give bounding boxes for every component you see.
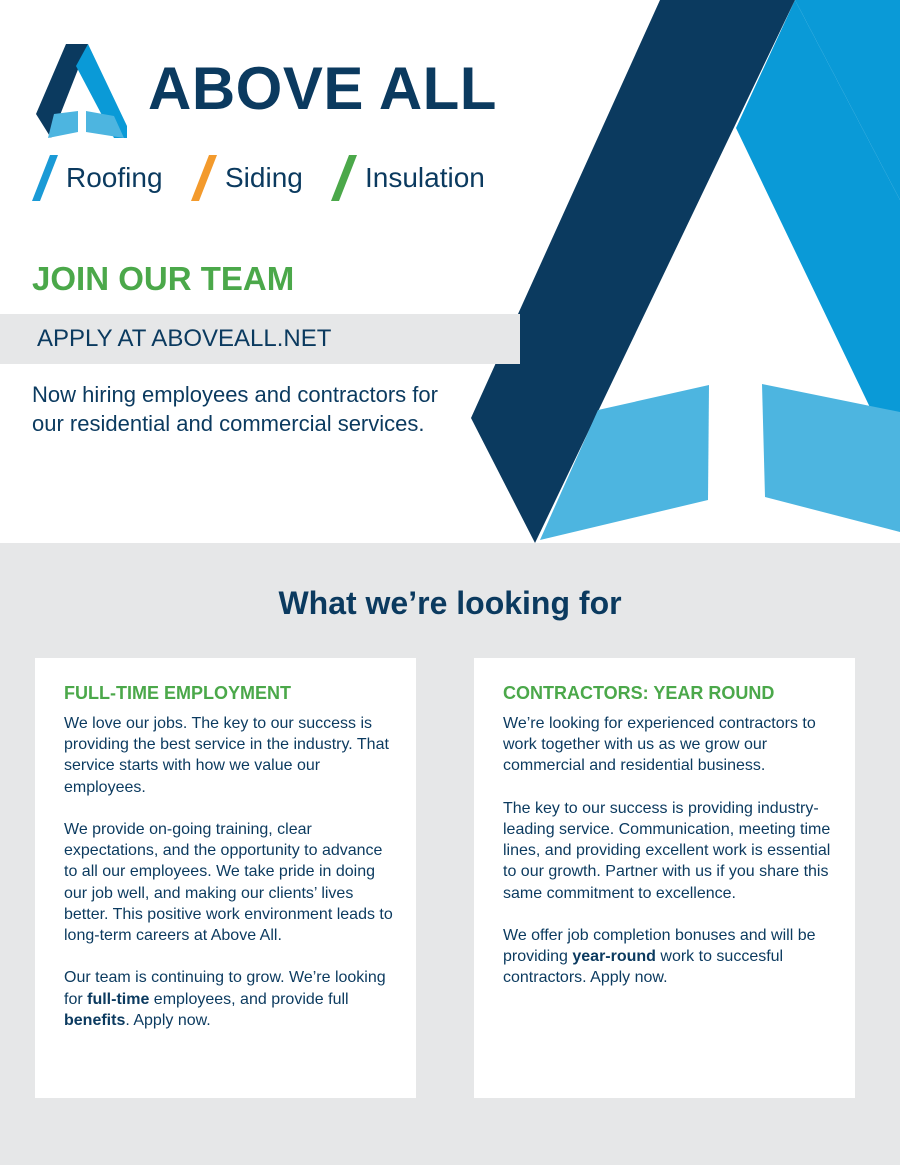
service-label: Siding — [225, 162, 303, 193]
service-roofing — [32, 155, 163, 201]
service-siding — [191, 155, 303, 201]
card-paragraph: We provide on-going training, clear expectations, and the opportunity to advance to all our employees. We take pride in doing our job well, and making our clients’ lives better. This positive work environment leads to long-term careers at Above All. — [64, 821, 393, 945]
hero-section — [0, 0, 900, 543]
text-run: Our team is continuing to grow. We’re looking for — [64, 969, 386, 1008]
bold-text-run: full-time — [87, 990, 150, 1008]
bold-text-run: year-round — [572, 948, 656, 966]
contractors-year-round-card — [474, 658, 855, 1098]
text-run: employees, and provide full — [149, 990, 349, 1008]
card-paragraph: We’re looking for experienced contractors to work together with us as we grow our commercial and residential business. — [503, 715, 816, 775]
text-run: work to succesful contractors. Apply now. — [503, 948, 784, 987]
service-label: Insulation — [365, 162, 485, 193]
join-our-team-heading: JOIN OUR TEAM — [32, 260, 295, 297]
brand-name: ABOVE ALL — [148, 55, 497, 122]
card-title: FULL-TIME EMPLOYMENT — [64, 683, 291, 703]
slash-accent-icon — [32, 155, 58, 201]
full-time-employment-card — [35, 658, 416, 1098]
card-paragraph — [503, 925, 833, 989]
looking-for-section — [0, 543, 900, 1165]
card-body — [64, 713, 394, 1052]
card-paragraph — [64, 967, 394, 1031]
text-run: We offer job completion bonuses and will be providing — [503, 927, 816, 966]
card-paragraph: We love our jobs. The key to our success is providing the best service in the industry. That service starts with how we value our employees. — [64, 715, 389, 796]
slash-accent-icon — [191, 155, 217, 201]
service-label: Roofing — [66, 162, 163, 193]
card-body — [503, 713, 833, 1010]
text-run: . Apply now. — [125, 1011, 211, 1029]
above-all-logo-icon — [36, 44, 131, 139]
apply-banner — [0, 314, 520, 364]
bold-text-run: benefits — [64, 1011, 126, 1029]
service-insulation — [331, 155, 485, 201]
hiring-description: Now hiring employees and contractors for our residential and commercial services. — [32, 382, 438, 436]
card-paragraph: The key to our success is providing industry-leading service. Communication, meeting time lines, and providing excellent work is essential to our growth. Partner with us if you share this same commitment to excellence. — [503, 799, 831, 902]
section-title: What we’re looking for — [278, 585, 622, 621]
card-title: CONTRACTORS: YEAR ROUND — [503, 683, 775, 703]
apply-url-text: APPLY AT ABOVEALL.NET — [37, 325, 332, 352]
slash-accent-icon — [331, 155, 357, 201]
